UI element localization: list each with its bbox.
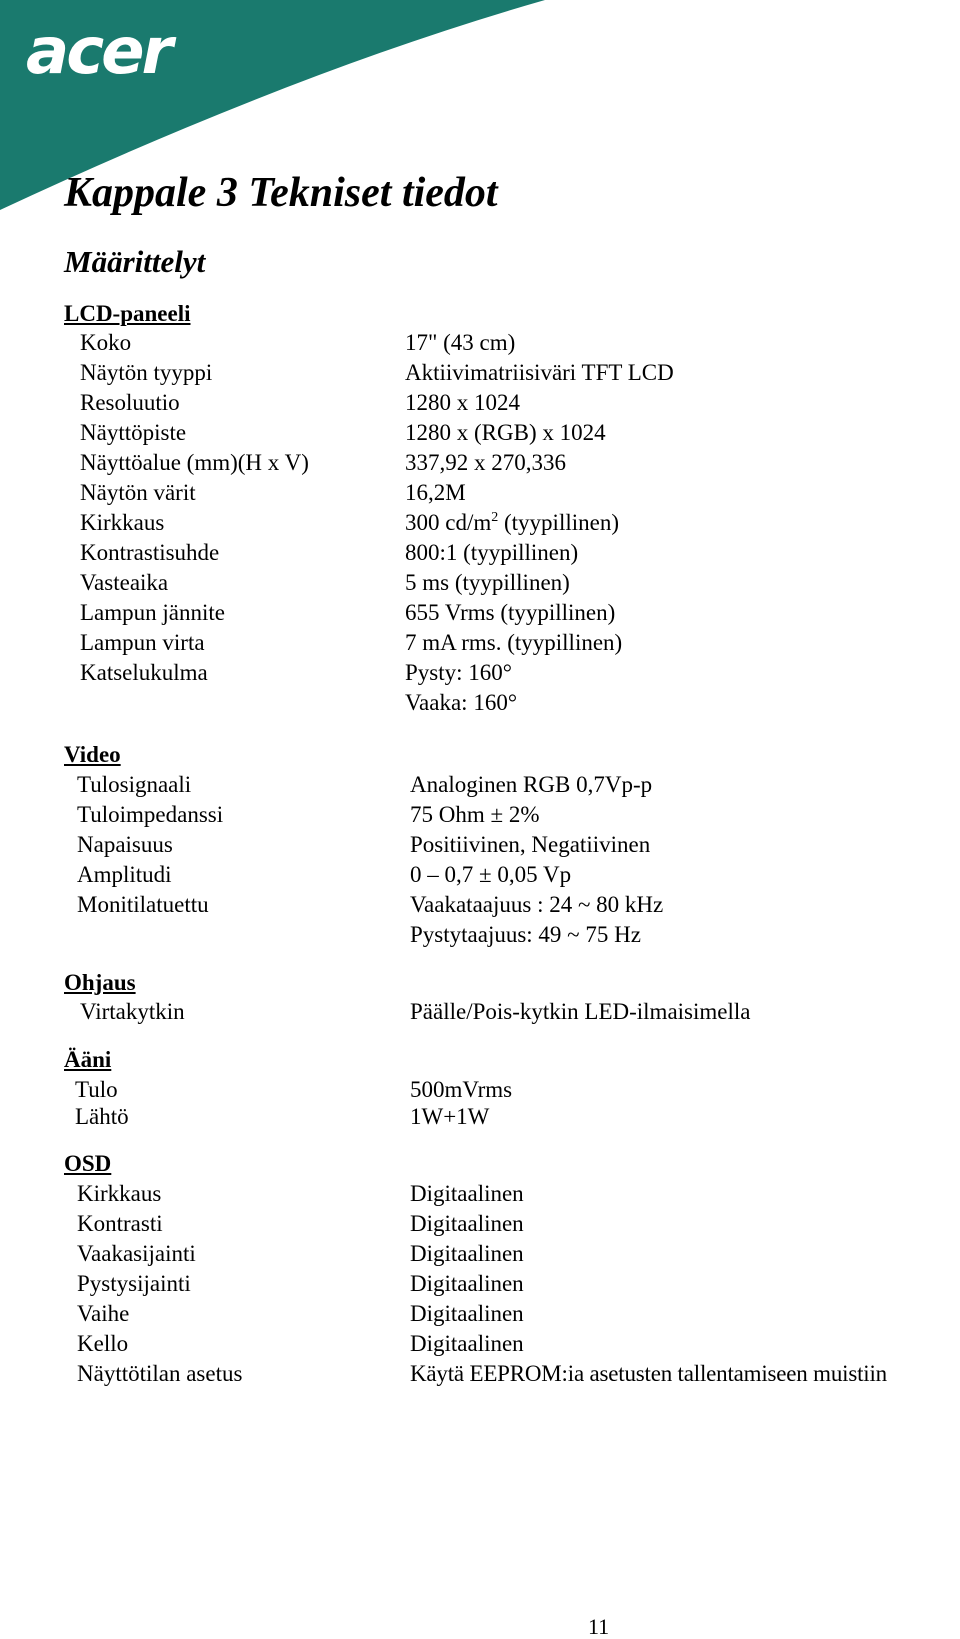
acer-logo: acer	[26, 15, 171, 89]
section-heading-control: Ohjaus	[64, 970, 136, 995]
spec-value: Digitaalinen	[410, 1181, 524, 1206]
spec-label: Pystysijainti	[77, 1271, 191, 1296]
spec-value: Päälle/Pois-kytkin LED-ilmaisimella	[410, 999, 751, 1024]
spec-label: Napaisuus	[77, 832, 173, 857]
spec-value: 75 Ohm ± 2%	[410, 802, 540, 827]
spec-label: Lampun virta	[80, 630, 205, 655]
spec-label: Monitilatuettu	[77, 892, 209, 917]
spec-value: 800:1 (tyypillinen)	[405, 540, 579, 565]
spec-label: Virtakytkin	[80, 999, 185, 1024]
spec-value: 1280 x 1024	[405, 390, 520, 415]
spec-value: Pysty: 160°	[405, 660, 512, 685]
spec-label: Koko	[80, 330, 132, 355]
spec-label: Vaihe	[77, 1301, 130, 1326]
spec-label: Amplitudi	[77, 862, 172, 887]
spec-value: Digitaalinen	[410, 1301, 524, 1326]
spec-label: Tulosignaali	[77, 772, 192, 797]
spec-value: Positiivinen, Negatiivinen	[410, 832, 651, 857]
spec-label: Näytön värit	[80, 480, 196, 505]
section-heading-video: Video	[64, 742, 121, 767]
chapter-title: Kappale 3 Tekniset tiedot	[64, 170, 498, 216]
spec-value: 5 ms (tyypillinen)	[405, 570, 570, 595]
spec-value-secondary: Vaaka: 160°	[405, 690, 518, 715]
spec-value: 16,2M	[405, 480, 466, 505]
section-heading-lcd: LCD-paneeli	[64, 301, 191, 326]
spec-label: Näyttötilan asetus	[77, 1361, 243, 1386]
spec-label: Kello	[77, 1331, 129, 1356]
spec-value: 7 mA rms. (tyypillinen)	[405, 630, 623, 655]
spec-value: 0 – 0,7 ± 0,05 Vp	[410, 862, 572, 887]
spec-value: Digitaalinen	[410, 1331, 524, 1356]
specifications-subtitle: Määrittelyt	[64, 244, 206, 279]
spec-value: Aktiivimatriisiväri TFT LCD	[405, 360, 674, 385]
spec-label: Näytön tyyppi	[80, 360, 213, 385]
spec-label: Kirkkaus	[77, 1181, 162, 1206]
spec-value: Analoginen RGB 0,7Vp-p	[410, 772, 653, 797]
spec-value: Käytä EEPROM:ia asetusten tallentamiseen muistiin	[410, 1361, 887, 1386]
spec-value: 337,92 x 270,336	[405, 450, 566, 475]
spec-value: 500mVrms	[410, 1077, 513, 1102]
spec-label: Vaakasijainti	[77, 1241, 196, 1266]
spec-label: Tuloimpedanssi	[77, 802, 224, 827]
spec-label: Kontrasti	[77, 1211, 163, 1236]
section-heading-osd: OSD	[64, 1151, 112, 1176]
spec-label: Vasteaika	[80, 570, 169, 595]
spec-value-secondary: Pystytaajuus: 49 ~ 75 Hz	[410, 922, 641, 947]
spec-value-superscript: 2	[491, 510, 499, 525]
spec-value: 1W+1W	[410, 1104, 490, 1129]
spec-value: Digitaalinen	[410, 1241, 524, 1266]
spec-value-tail: (tyypillinen)	[498, 510, 619, 535]
spec-value: 17" (43 cm)	[405, 330, 516, 355]
spec-label: Lampun jännite	[80, 600, 225, 625]
spec-value: Vaakataajuus : 24 ~ 80 kHz	[410, 892, 664, 917]
spec-label: Kirkkaus	[80, 510, 165, 535]
spec-value: 655 Vrms (tyypillinen)	[405, 600, 616, 625]
spec-value: Digitaalinen	[410, 1271, 524, 1296]
spec-label: Resoluutio	[80, 390, 180, 415]
spec-label: Lähtö	[75, 1104, 129, 1129]
spec-label: Näyttöalue (mm)(H x V)	[80, 450, 309, 475]
section-heading-audio: Ääni	[64, 1047, 112, 1072]
spec-label: Tulo	[75, 1077, 118, 1102]
page-number: 11	[588, 1614, 610, 1639]
spec-value-brightness	[405, 511, 619, 534]
spec-label: Näyttöpiste	[80, 420, 187, 445]
spec-value: Digitaalinen	[410, 1211, 524, 1236]
spec-value-main: 300 cd/m	[405, 510, 492, 535]
spec-value: 1280 x (RGB) x 1024	[405, 420, 606, 445]
spec-label: Katselukulma	[80, 660, 208, 685]
spec-label: Kontrastisuhde	[80, 540, 220, 565]
